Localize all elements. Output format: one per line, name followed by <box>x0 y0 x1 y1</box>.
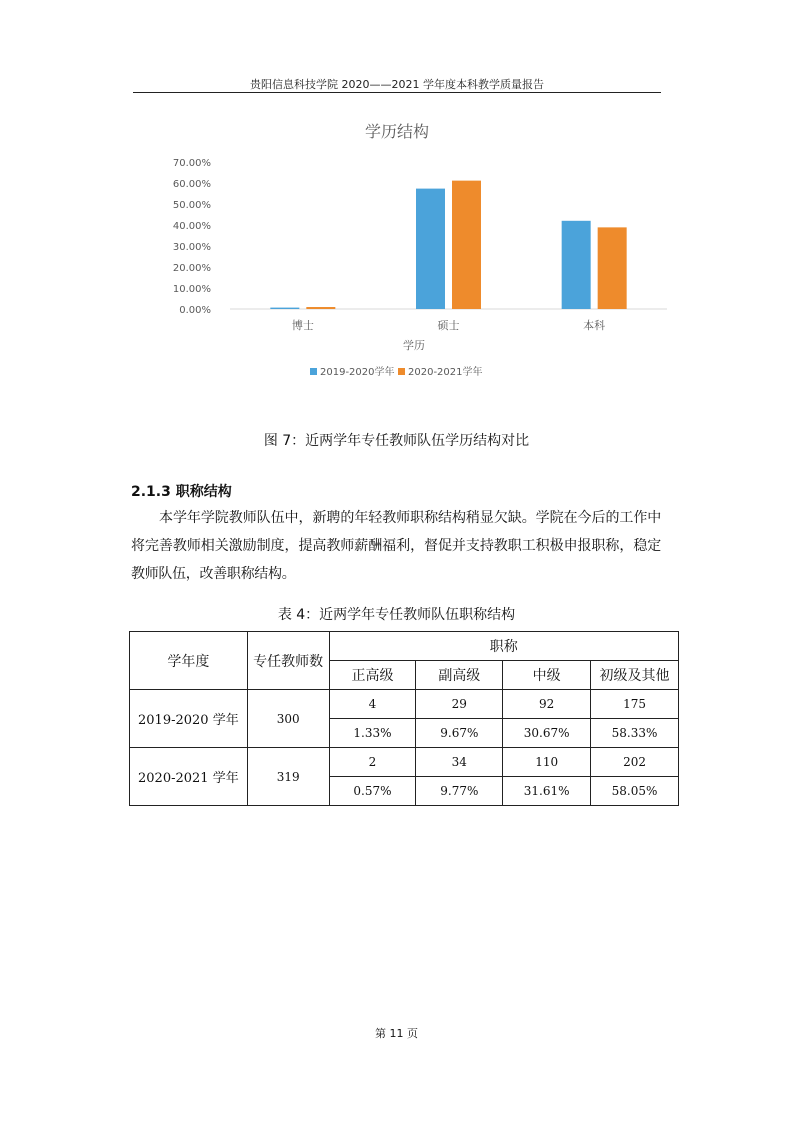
x-axis-ticks <box>292 318 605 332</box>
title-structure-table <box>129 631 679 806</box>
cell-percent: 30.67% <box>503 719 591 748</box>
legend-label: 2020-2021学年 <box>408 367 483 378</box>
x-tick-label: 本科 <box>583 319 606 332</box>
chart-title: 学历结构 <box>364 122 430 141</box>
bar <box>270 308 299 309</box>
subheader-intermediate: 中级 <box>503 661 591 690</box>
row-count: 319 <box>247 748 329 806</box>
cell-count: 4 <box>329 690 416 719</box>
bar <box>598 227 627 309</box>
row-year: 2019-2020 学年 <box>130 690 248 748</box>
bar <box>416 189 445 309</box>
cell-count: 34 <box>416 748 503 777</box>
cell-count: 110 <box>503 748 591 777</box>
legend-swatch <box>398 368 405 375</box>
cell-count: 29 <box>416 690 503 719</box>
cell-percent: 58.33% <box>591 719 679 748</box>
y-tick-label: 10.00% <box>172 284 211 295</box>
cell-percent: 1.33% <box>329 719 416 748</box>
x-tick-label: 博士 <box>291 319 314 332</box>
table-caption: 表 4：近两学年专任教师队伍职称结构 <box>277 607 516 623</box>
row-year: 2020-2021 学年 <box>130 748 248 806</box>
y-tick-label: 30.00% <box>172 242 211 253</box>
y-tick-label: 0.00% <box>179 305 211 316</box>
cell-count: 92 <box>503 690 591 719</box>
cell-percent: 9.77% <box>416 777 503 806</box>
table-row <box>130 690 679 719</box>
y-axis-ticks <box>173 158 211 316</box>
cell-percent: 31.61% <box>503 777 591 806</box>
header-title-group: 职称 <box>329 632 678 661</box>
page-number: 第 11 页 <box>375 1027 418 1040</box>
y-tick-label: 50.00% <box>172 200 211 211</box>
header-teacher-count: 专任教师数 <box>247 632 329 690</box>
cell-percent: 9.67% <box>416 719 503 748</box>
cell-count: 202 <box>591 748 679 777</box>
bar <box>562 221 591 309</box>
subheader-junior-other: 初级及其他 <box>591 661 679 690</box>
legend-swatch <box>310 368 317 375</box>
cell-count: 175 <box>591 690 679 719</box>
education-chart <box>0 0 793 400</box>
cell-percent: 0.57% <box>329 777 416 806</box>
y-tick-label: 20.00% <box>172 263 211 274</box>
header-year: 学年度 <box>130 632 248 690</box>
y-tick-label: 40.00% <box>172 221 211 232</box>
x-axis-label: 学历 <box>403 339 425 352</box>
row-count: 300 <box>247 690 329 748</box>
y-tick-label: 70.00% <box>172 158 211 169</box>
table-row <box>130 748 679 777</box>
cell-count: 2 <box>329 748 416 777</box>
bar <box>452 181 481 309</box>
legend-label: 2019-2020学年 <box>320 367 395 378</box>
section-paragraph: 本学年学院教师队伍中，新聘的年轻教师职称结构稍显欠缺。学院在今后的工作中将完善教师相关激励制度，提高教师薪酬福利，督促并支持教职工积极申报职称，稳定教师队伍，改善职称结构。 <box>131 510 661 582</box>
y-tick-label: 60.00% <box>172 179 211 190</box>
page-header: 贵阳信息科技学院 2020——2021 学年度本科教学质量报告 <box>250 78 544 91</box>
bar <box>306 307 335 309</box>
subheader-associate: 副高级 <box>416 661 503 690</box>
subheader-senior: 正高级 <box>329 661 416 690</box>
chart-legend <box>310 365 483 378</box>
x-tick-label: 硕士 <box>437 319 460 332</box>
section-heading: 2.1.3 职称结构 <box>131 484 232 500</box>
bar-group <box>270 181 626 309</box>
cell-percent: 58.05% <box>591 777 679 806</box>
figure-caption: 图 7：近两学年专任教师队伍学历结构对比 <box>263 433 530 449</box>
